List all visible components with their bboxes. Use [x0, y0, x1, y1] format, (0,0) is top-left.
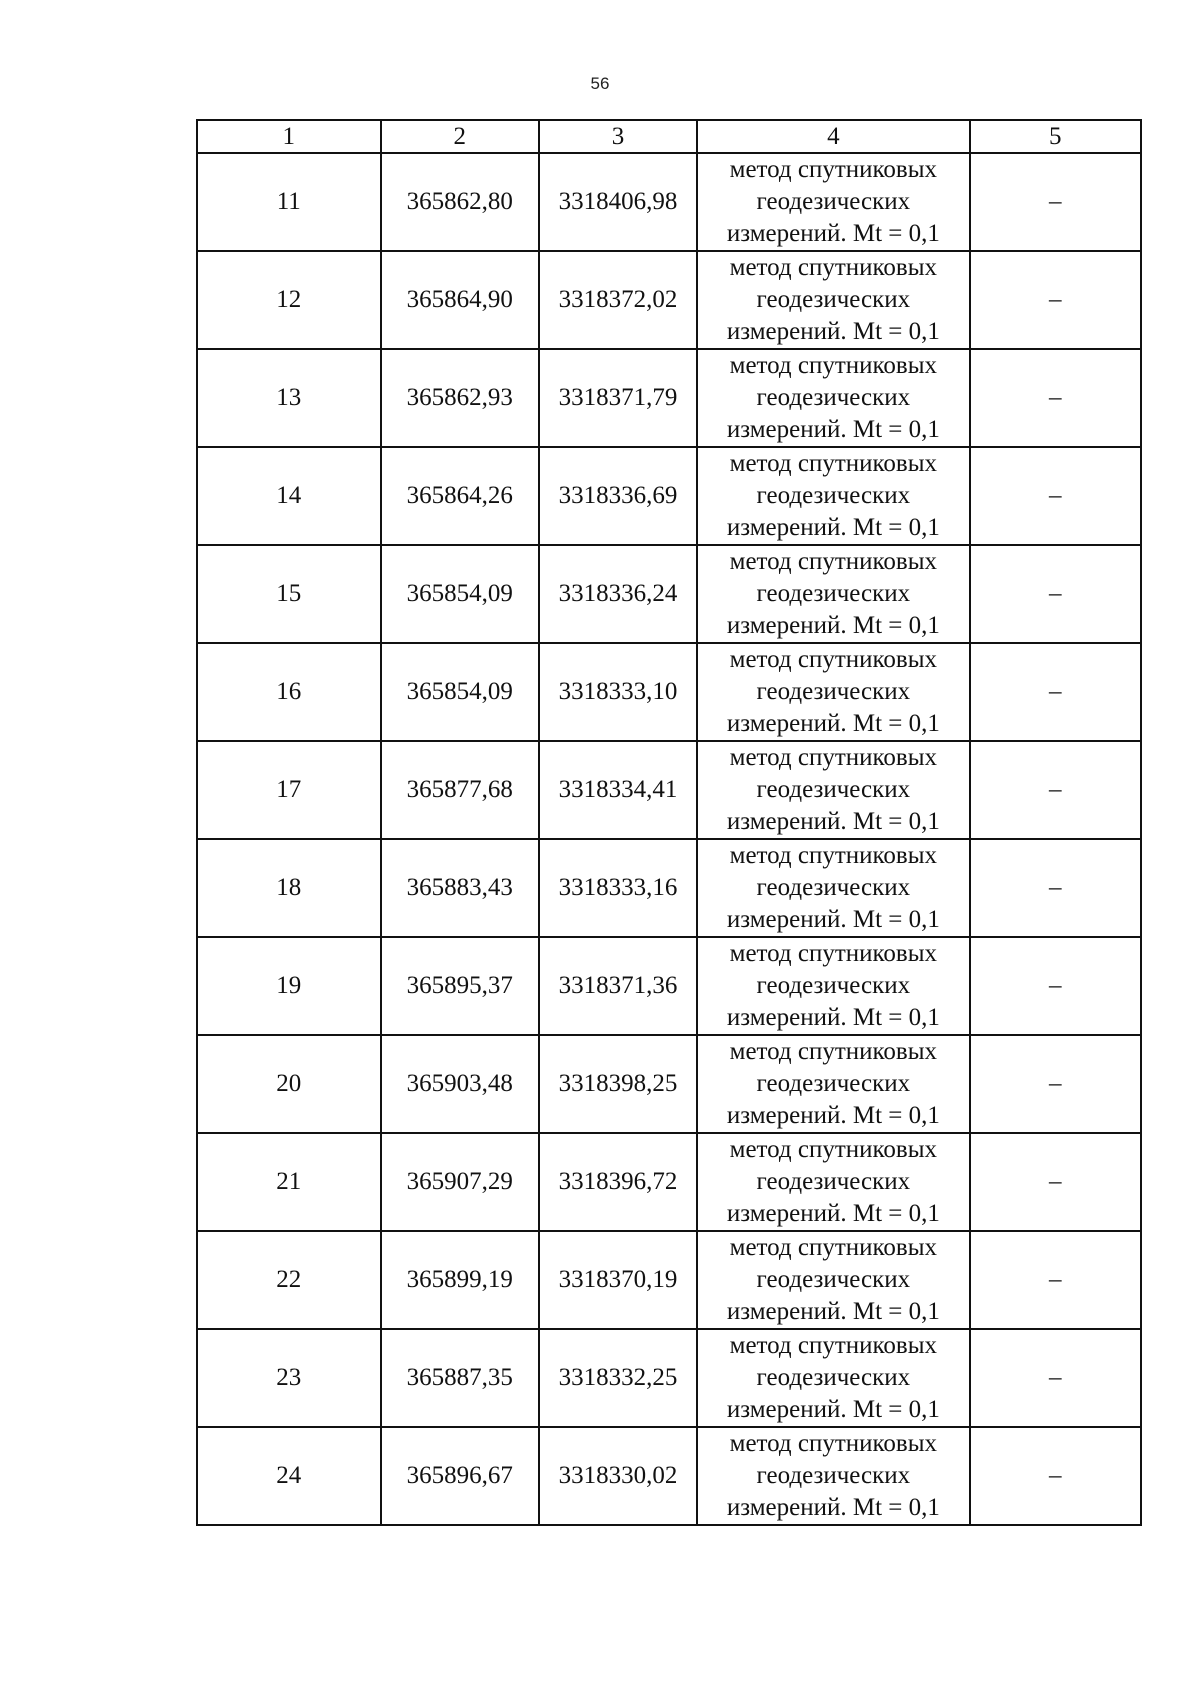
y-coordinate-cell: 3318372,02 — [539, 251, 697, 349]
column-header: 4 — [697, 120, 969, 153]
x-coordinate-cell: 365854,09 — [381, 643, 539, 741]
table-row — [197, 1133, 1141, 1231]
header-row — [197, 120, 1141, 153]
x-coordinate-cell: 365877,68 — [381, 741, 539, 839]
point-number-cell: 16 — [197, 643, 381, 741]
table-row — [197, 643, 1141, 741]
table-row — [197, 447, 1141, 545]
note-cell: – — [970, 839, 1142, 937]
table-row — [197, 741, 1141, 839]
method-cell: метод спутниковых геодезических измерений. Mt = 0,1 — [697, 545, 969, 643]
method-cell: метод спутниковых геодезических измерений. Mt = 0,1 — [697, 1427, 969, 1525]
method-cell: метод спутниковых геодезических измерений. Mt = 0,1 — [697, 839, 969, 937]
x-coordinate-cell: 365864,26 — [381, 447, 539, 545]
note-cell: – — [970, 1329, 1142, 1427]
point-number-cell: 24 — [197, 1427, 381, 1525]
coordinates-table — [196, 119, 1142, 1526]
point-number-cell: 14 — [197, 447, 381, 545]
method-cell: метод спутниковых геодезических измерений. Mt = 0,1 — [697, 349, 969, 447]
x-coordinate-cell: 365854,09 — [381, 545, 539, 643]
method-cell: метод спутниковых геодезических измерений. Mt = 0,1 — [697, 937, 969, 1035]
table-row — [197, 1427, 1141, 1525]
method-cell: метод спутниковых геодезических измерений. Mt = 0,1 — [697, 1133, 969, 1231]
note-cell: – — [970, 643, 1142, 741]
note-cell: – — [970, 741, 1142, 839]
column-header: 2 — [381, 120, 539, 153]
x-coordinate-cell: 365862,80 — [381, 153, 539, 251]
point-number-cell: 23 — [197, 1329, 381, 1427]
point-number-cell: 13 — [197, 349, 381, 447]
column-header: 3 — [539, 120, 697, 153]
x-coordinate-cell: 365899,19 — [381, 1231, 539, 1329]
point-number-cell: 20 — [197, 1035, 381, 1133]
y-coordinate-cell: 3318371,79 — [539, 349, 697, 447]
point-number-cell: 21 — [197, 1133, 381, 1231]
x-coordinate-cell: 365864,90 — [381, 251, 539, 349]
x-coordinate-cell: 365887,35 — [381, 1329, 539, 1427]
x-coordinate-cell: 365895,37 — [381, 937, 539, 1035]
table-row — [197, 153, 1141, 251]
method-cell: метод спутниковых геодезических измерений. Mt = 0,1 — [697, 1035, 969, 1133]
table-row — [197, 1035, 1141, 1133]
point-number-cell: 15 — [197, 545, 381, 643]
note-cell: – — [970, 1231, 1142, 1329]
y-coordinate-cell: 3318332,25 — [539, 1329, 697, 1427]
y-coordinate-cell: 3318336,24 — [539, 545, 697, 643]
column-header: 1 — [197, 120, 381, 153]
y-coordinate-cell: 3318396,72 — [539, 1133, 697, 1231]
point-number-cell: 12 — [197, 251, 381, 349]
table-row — [197, 839, 1141, 937]
note-cell: – — [970, 1427, 1142, 1525]
point-number-cell: 18 — [197, 839, 381, 937]
note-cell: – — [970, 1133, 1142, 1231]
y-coordinate-cell: 3318334,41 — [539, 741, 697, 839]
y-coordinate-cell: 3318336,69 — [539, 447, 697, 545]
table-row — [197, 1329, 1141, 1427]
method-cell: метод спутниковых геодезических измерений. Mt = 0,1 — [697, 153, 969, 251]
note-cell: – — [970, 937, 1142, 1035]
note-cell: – — [970, 1035, 1142, 1133]
x-coordinate-cell: 365883,43 — [381, 839, 539, 937]
point-number-cell: 22 — [197, 1231, 381, 1329]
table-row — [197, 937, 1141, 1035]
point-number-cell: 11 — [197, 153, 381, 251]
note-cell: – — [970, 153, 1142, 251]
y-coordinate-cell: 3318370,19 — [539, 1231, 697, 1329]
y-coordinate-cell: 3318333,16 — [539, 839, 697, 937]
method-cell: метод спутниковых геодезических измерений. Mt = 0,1 — [697, 741, 969, 839]
y-coordinate-cell: 3318406,98 — [539, 153, 697, 251]
y-coordinate-cell: 3318330,02 — [539, 1427, 697, 1525]
y-coordinate-cell: 3318371,36 — [539, 937, 697, 1035]
method-cell: метод спутниковых геодезических измерений. Mt = 0,1 — [697, 447, 969, 545]
method-cell: метод спутниковых геодезических измерений. Mt = 0,1 — [697, 1231, 969, 1329]
table-row — [197, 251, 1141, 349]
x-coordinate-cell: 365862,93 — [381, 349, 539, 447]
method-cell: метод спутниковых геодезических измерений. Mt = 0,1 — [697, 251, 969, 349]
table-body — [197, 120, 1141, 1525]
point-number-cell: 19 — [197, 937, 381, 1035]
method-cell: метод спутниковых геодезических измерений. Mt = 0,1 — [697, 1329, 969, 1427]
note-cell: – — [970, 349, 1142, 447]
page-number: 56 — [590, 74, 610, 93]
note-cell: – — [970, 447, 1142, 545]
column-header: 5 — [970, 120, 1142, 153]
note-cell: – — [970, 251, 1142, 349]
y-coordinate-cell: 3318333,10 — [539, 643, 697, 741]
point-number-cell: 17 — [197, 741, 381, 839]
y-coordinate-cell: 3318398,25 — [539, 1035, 697, 1133]
x-coordinate-cell: 365907,29 — [381, 1133, 539, 1231]
method-cell: метод спутниковых геодезических измерений. Mt = 0,1 — [697, 643, 969, 741]
table-row — [197, 349, 1141, 447]
x-coordinate-cell: 365903,48 — [381, 1035, 539, 1133]
table-row — [197, 545, 1141, 643]
note-cell: – — [970, 545, 1142, 643]
x-coordinate-cell: 365896,67 — [381, 1427, 539, 1525]
table-row — [197, 1231, 1141, 1329]
